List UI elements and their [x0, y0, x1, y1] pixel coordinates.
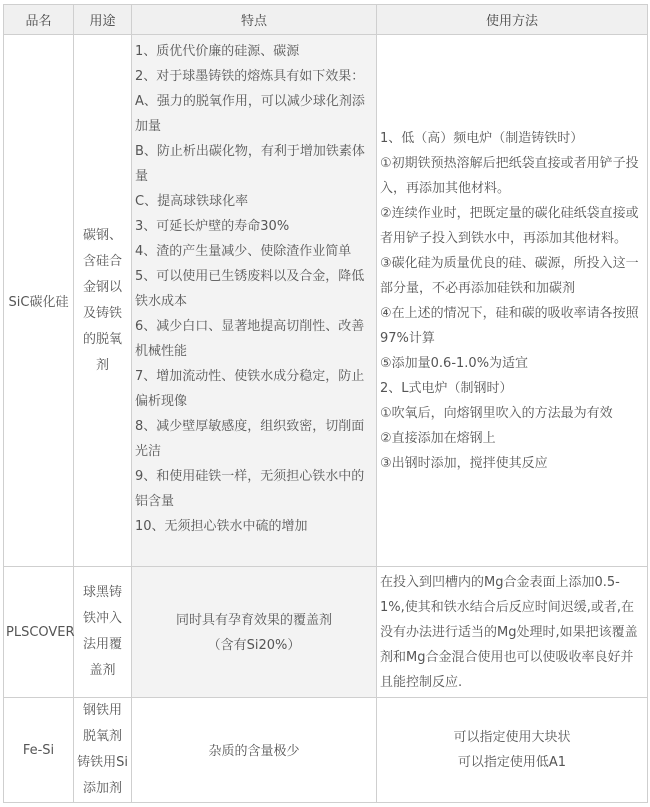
- product-method: [377, 698, 648, 803]
- product-use: [74, 698, 132, 803]
- use-line: 球黑铸: [82, 585, 122, 600]
- feature-item: C、提高球铁球化率: [135, 194, 249, 209]
- product-use: [74, 35, 132, 567]
- header-method: 使用方法: [377, 5, 648, 35]
- method-item: ⑤添加量0.6-1.0%为适宜: [380, 355, 529, 371]
- method-item: 在投入到凹槽内的Mg合金表面上添加0.5-1%,使其和铁水结合后反应时间迟缓,或者,在没有办法进行适当的Mg处理时,如果把该覆盖剂和Mg合金混合使用也可以使吸收率良好并且能控制反应.: [380, 574, 638, 690]
- feature-item: （含有Si20%）: [207, 638, 301, 653]
- feature-item: 3、可延长炉壁的寿命30%: [135, 219, 290, 234]
- method-item: ①初期铁预热溶解后把纸袋直接或者用铲子投入，再添加其他材料。: [380, 155, 639, 196]
- use-line: 盖剂: [89, 663, 116, 678]
- feature-item: A、强力的脱氧作用，可以减少球化剂添加量: [135, 94, 365, 134]
- use-line: 含硅合: [82, 253, 122, 269]
- feature-item: 7、增加流动性、使铁水成分稳定，防止偏析现像: [135, 369, 365, 409]
- product-features: [132, 698, 377, 803]
- use-line: 碳钢、: [82, 227, 122, 243]
- header-use: 用途: [74, 5, 132, 35]
- use-line: 铸铁用Si: [77, 755, 128, 770]
- feature-item: 8、减少壁厚敏感度，组织致密，切削面光洁: [135, 419, 365, 459]
- method-item: ③碳化硅为质量优良的硅、碳源，所投入这一部分量，不必再添加硅铁和加碳剂: [380, 255, 639, 296]
- table-header-row: [4, 5, 648, 35]
- header-features: 特点: [132, 5, 377, 35]
- table-row: [4, 698, 648, 803]
- use-line: 剂: [95, 357, 109, 373]
- use-line: 金钢以: [82, 279, 122, 295]
- use-line: 钢铁用: [82, 703, 122, 718]
- product-table: [3, 4, 648, 803]
- feature-item: 5、可以使用已生锈废料以及合金，降低铁水成本: [135, 269, 365, 309]
- use-line: 的脱氧: [82, 331, 122, 347]
- method-item: 2、L式电炉（制钢时）: [380, 380, 513, 396]
- product-name: Fe-Si: [4, 698, 74, 803]
- product-name: PLSCOVER: [4, 567, 74, 698]
- table-row: [4, 35, 648, 567]
- feature-item: 2、对于球墨铸铁的熔炼具有如下效果：: [135, 69, 365, 84]
- feature-item: B、防止析出碳化物，有利于增加铁素体量: [135, 144, 365, 184]
- product-use: [74, 567, 132, 698]
- feature-item: 6、减少白口、显著地提高切削性、改善机械性能: [135, 319, 365, 359]
- method-item: 可以指定使用低A1: [457, 755, 567, 770]
- method-item: ②连续作业时，把既定量的碳化硅纸袋直接或者用铲子投入到铁水中，再添加其他材料。: [380, 205, 639, 246]
- use-line: 添加剂: [82, 781, 122, 796]
- method-item: 1、低（高）频电炉（制造铸铁时）: [380, 130, 584, 146]
- product-features: [132, 35, 377, 567]
- use-line: 及铸铁: [82, 305, 122, 321]
- feature-item: 同时具有孕育效果的覆盖剂: [175, 613, 332, 628]
- feature-item: 10、无须担心铁水中硫的增加: [135, 519, 308, 534]
- product-method: [377, 567, 648, 698]
- use-line: 脱氧剂: [82, 729, 122, 744]
- feature-item: 1、质优代价廉的硅源、碳源: [135, 44, 300, 59]
- header-name: 品名: [4, 5, 74, 35]
- method-item: ④在上述的情况下，硅和碳的吸收率请各按照97%计算: [380, 305, 639, 346]
- product-name: SiC碳化硅: [4, 35, 74, 567]
- product-method: [377, 35, 648, 567]
- use-line: 铁冲入: [82, 611, 122, 626]
- method-item: ②直接添加在熔钢上: [380, 430, 496, 446]
- method-item: ①吹氧后，向熔钢里吹入的方法最为有效: [380, 405, 613, 421]
- table-row: [4, 567, 648, 698]
- feature-item: 4、渣的产生量减少、使除渣作业简单: [135, 244, 352, 259]
- feature-item: 9、和使用硅铁一样，无须担心铁水中的铝含量: [135, 469, 365, 509]
- product-features: [132, 567, 377, 698]
- method-item: 可以指定使用大块状: [453, 730, 571, 745]
- feature-item: 杂质的含量极少: [208, 743, 300, 759]
- method-item: ③出钢时添加，搅拌使其反应: [380, 455, 548, 471]
- use-line: 法用覆: [82, 637, 122, 652]
